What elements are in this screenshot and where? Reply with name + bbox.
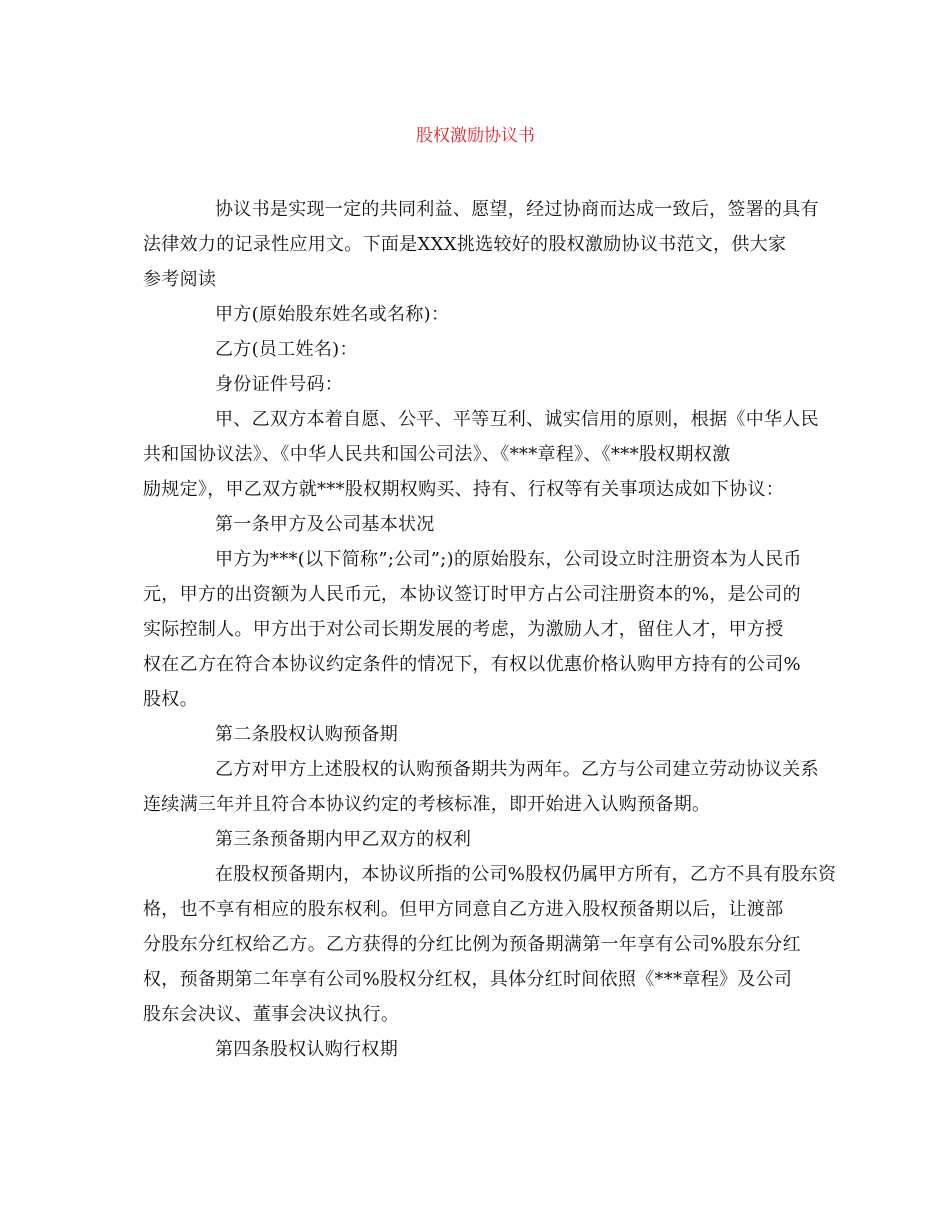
paragraph-line: 实际控制人。甲方出于对公司长期发展的考虑，为激励人才，留住人才，甲方授: [143, 619, 784, 640]
paragraph-line: 格，也不享有相应的股东权利。但甲方同意自乙方进入股权预备期以后，让渡部: [143, 899, 784, 920]
paragraph-line: 甲方为***(以下简称”;公司”;)的原始股东，公司设立时注册资本为人民币: [215, 549, 802, 570]
paragraph-line: 乙方对甲方上述股权的认购预备期共为两年。乙方与公司建立劳动协议关系: [215, 759, 819, 780]
document-body: [143, 192, 837, 1067]
paragraph-line: 乙方(员工姓名)：: [215, 339, 358, 360]
paragraph-line: 第二条股权认购预备期: [215, 724, 398, 745]
paragraph-line: 甲方(原始股东姓名或名称)：: [215, 304, 450, 325]
paragraph-line: 共和国协议法》、《中华人民共和国公司法》、《***章程》、《***股权期权激: [143, 444, 731, 465]
paragraph-line: 元，甲方的出资额为人民币元，本协议签订时甲方占公司注册资本的%，是公司的: [143, 584, 801, 605]
article-4-heading: [143, 1032, 808, 1067]
paragraph-line: 股东会决议、董事会决议执行。: [143, 1004, 400, 1025]
paragraph-line: 第四条股权认购行权期: [215, 1039, 398, 1060]
paragraph-line: 分股东分红权给乙方。乙方获得的分红比例为预备期满第一年享有公司%股东分红: [143, 934, 801, 955]
intro-paragraph: [143, 192, 819, 297]
paragraph-line: 身份证件号码：: [215, 374, 344, 395]
paragraph-line: 权在乙方在符合本协议约定条件的情况下，有权以优惠价格认购甲方持有的公司%: [143, 654, 801, 675]
article-2-heading: [143, 717, 808, 752]
paragraph-line: 励规定》，甲乙双方就***股权期权购买、持有、行权等有关事项达成如下协议：: [143, 479, 785, 500]
paragraph-line: 连续满三年并且符合本协议约定的考核标准，即开始进入认购预备期。: [143, 794, 711, 815]
paragraph-line: 协议书是实现一定的共同利益、愿望，经过协商而达成一致后，签署的具有: [215, 199, 819, 220]
paragraph-line: 第一条甲方及公司基本状况: [215, 514, 435, 535]
article-2-paragraph: [143, 752, 819, 822]
article-3-heading: [143, 822, 808, 857]
paragraph-line: 甲、乙双方本着自愿、公平、平等互利、诚实信用的原则，根据《中华人民: [215, 409, 819, 430]
document-title: 股权激励协议书: [416, 126, 535, 146]
article-3-paragraph: [143, 857, 837, 1032]
party-b-field: [143, 332, 808, 367]
paragraph-line: 在股权预备期内，本协议所指的公司%股权仍属甲方所有，乙方不具有股东资: [215, 864, 837, 885]
paragraph-line: 股权。: [143, 689, 198, 710]
paragraph-line: 参考阅读: [143, 269, 217, 290]
paragraph-line: 权，预备期第二年享有公司%股权分红权，具体分红时间依照《***章程》及公司: [143, 969, 793, 990]
id-number-field: [143, 367, 808, 402]
paragraph-line: 法律效力的记录性应用文。下面是XXX挑选较好的股权激励协议书范文，供大家: [143, 234, 787, 255]
article-1-paragraph: [143, 542, 808, 717]
paragraph-line: 第三条预备期内甲乙双方的权利: [215, 829, 472, 850]
article-1-heading: [143, 507, 808, 542]
preamble-paragraph: [143, 402, 819, 507]
party-a-field: [143, 297, 808, 332]
